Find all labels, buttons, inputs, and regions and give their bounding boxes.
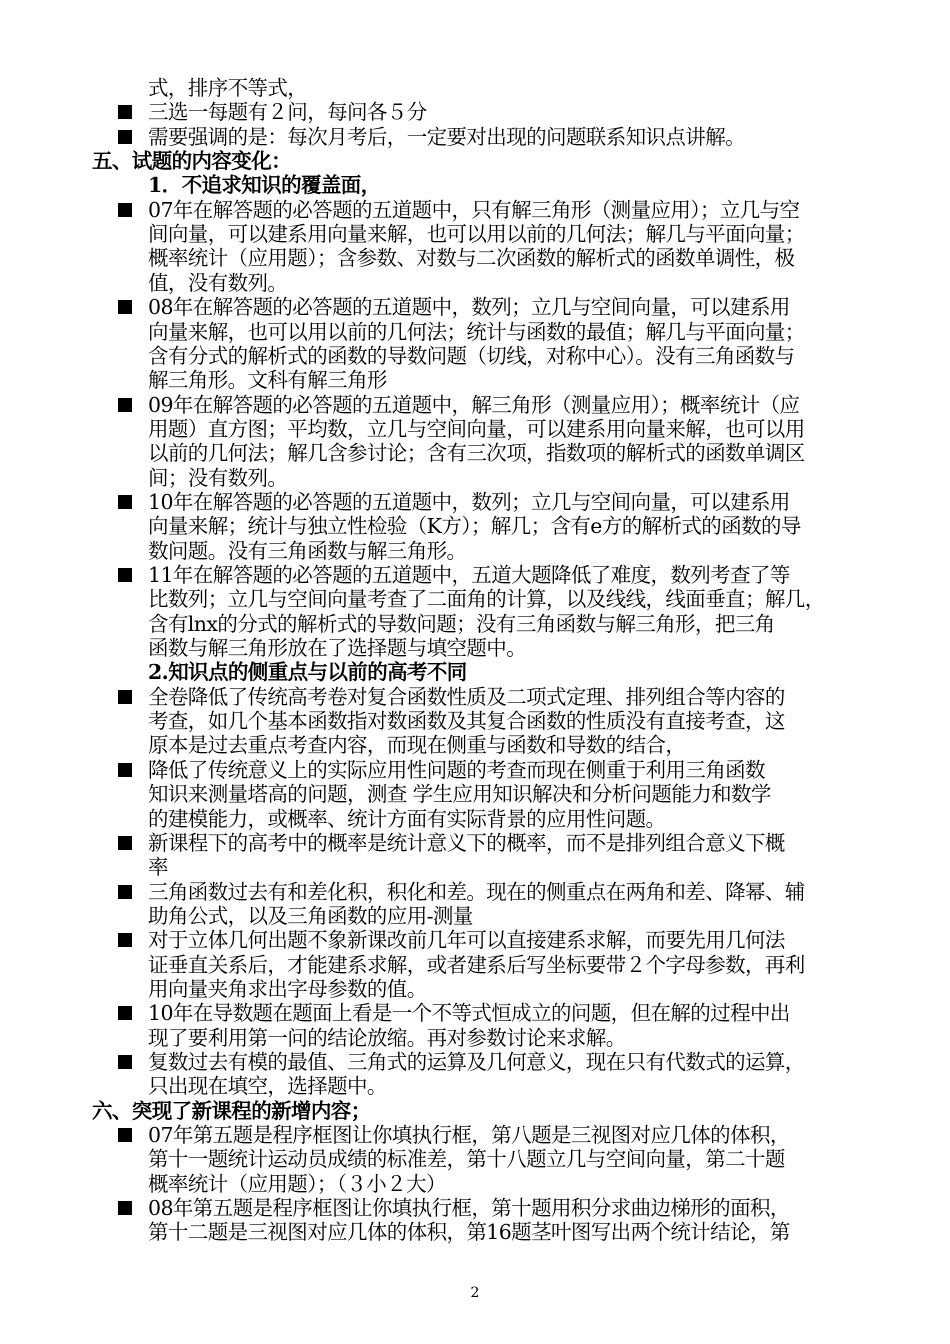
bullet-item-line: 用向量夹角求出字母参数的值。	[148, 976, 427, 1001]
bullet-item-line: 概率统计（应用题）；含参数、对数与二次函数的解析式的函数单调性，极	[148, 246, 795, 271]
bullet-square-icon	[118, 836, 132, 850]
bullet-item-line: 需要强调的是：每次月考后，一定要对出现的问题联系知识点讲解。	[148, 124, 745, 149]
bullet-item-line: 间向量，可以建系用向量来解，也可以用以前的几何法；解几与平面向量；	[148, 222, 805, 247]
bullet-square-icon	[118, 1055, 132, 1069]
bullet-item-line: 三角函数过去有和差化积，积化和差。现在的侧重点在两角和差、降幂、辅	[148, 879, 805, 904]
bullet-item-line: 全卷降低了传统高考卷对复合函数性质及二项式定理、排列组合等内容的	[148, 684, 785, 709]
bullet-item-line: 助角公式，以及三角函数的应用-测量	[148, 903, 473, 928]
section-heading: 五、试题的内容变化：	[92, 149, 291, 174]
bullet-item-line: 值，没有数列。	[148, 270, 288, 295]
bullet-item-line: 以前的几何法；解几含参讨论；含有三次项，指数项的解析式的函数单调区	[148, 441, 805, 466]
bullet-item-line: 率	[148, 855, 168, 880]
bullet-item-line: 向量来解；统计与独立性检验（K方）；解几；含有e方的解析式的函数的导	[148, 514, 801, 539]
bullet-item-line: 的建模能力，或概率、统计方面有实际背景的应用性问题。	[148, 806, 666, 831]
bullet-square-icon	[118, 203, 132, 217]
bullet-square-icon	[118, 1201, 132, 1215]
bullet-item-line: 用题）直方图；平均数，立几与空间向量，可以建系用向量来解，也可以用	[148, 416, 805, 441]
section-heading: 六、突现了新课程的新增内容；	[92, 1098, 371, 1123]
bullet-item-line: 间；没有数列。	[148, 465, 288, 490]
bullet-square-icon	[118, 568, 132, 582]
bullet-item-line: 函数与解三角形放在了选择题与填空题中。	[148, 636, 527, 661]
bullet-item-line: 知识来测量塔高的问题，测查 学生应用知识解决和分析问题能力和数学	[148, 782, 771, 807]
bullet-item-line: 对于立体几何出题不象新课改前几年可以直接建系求解，而要先用几何法	[148, 928, 785, 953]
bullet-item-line: 解三角形。文科有解三角形	[148, 368, 387, 393]
bullet-item-line: 原本是过去重点考查内容，而现在侧重与函数和导数的结合，	[148, 733, 686, 758]
bullet-item-line: 11年在解答题的必答题的五道题中，五道大题降低了难度，数列考查了等	[148, 563, 790, 587]
bullet-square-icon	[118, 300, 132, 314]
bullet-item-line: 概率统计（应用题）；（３小２大）	[148, 1171, 446, 1196]
bullet-item-line: 07年第五题是程序框图让你填执行框，第八题是三视图对应几体的体积，	[148, 1123, 790, 1148]
bullet-item-line: 考查，如几个基本函数指对数函数及其复合函数的性质没有直接考查，这	[148, 709, 785, 734]
bullet-item-line: 只出现在填空，选择题中。	[148, 1074, 387, 1099]
bullet-square-icon	[118, 763, 132, 777]
bullet-item-line: 向量来解，也可以用以前的几何法；统计与函数的最值；解几与平面向量；	[148, 319, 805, 344]
bullet-item-line: 含有分式的解析式的函数的导数问题（切线，对称中心）。没有三角函数与	[148, 343, 795, 368]
bullet-square-icon	[118, 495, 132, 509]
bullet-item-line: 含有lnx的分式的解析式的导数问题；没有三角函数与解三角形，把三角	[148, 611, 775, 636]
bullet-item-line: 08年第五题是程序框图让你填执行框，第十题用积分求曲边梯形的面积，	[148, 1196, 790, 1221]
bullet-square-icon	[118, 1006, 132, 1020]
bullet-square-icon	[118, 933, 132, 947]
bullet-item-line: 08年在解答题的必答题的五道题中，数列；立几与空间向量，可以建系用	[148, 295, 790, 320]
bullet-item-line: 复数过去有模的最值、三角式的运算及几何意义，现在只有代数式的运算，	[148, 1050, 805, 1074]
bullet-item-line: 降低了传统意义上的实际应用性问题的考查而现在侧重于利用三角函数	[148, 757, 765, 782]
sub-heading: 1．不追求知识的覆盖面，	[148, 173, 381, 198]
bullet-item-line: 10年在解答题的必答题的五道题中，数列；立几与空间向量，可以建系用	[148, 489, 790, 514]
bullet-item-line: 09年在解答题的必答题的五道题中，解三角形（测量应用）；概率统计（应	[148, 392, 800, 417]
bullet-square-icon	[118, 885, 132, 899]
bullet-item-line: 10年在导数题在题面上看是一个不等式恒成立的问题，但在解的过程中出	[148, 1001, 790, 1026]
continued-text-line: 式，排序不等式，	[148, 76, 308, 100]
bullet-square-icon	[118, 1128, 132, 1142]
page-number: 2	[470, 1285, 480, 1301]
bullet-item-line: 现了要利用第一问的结论放缩。再对参数讨论来求解。	[148, 1025, 626, 1050]
bullet-item-line: 第十二题是三视图对应几体的体积，第16题茎叶图写出两个统计结论，第	[148, 1220, 790, 1245]
bullet-item-line: 比数列；立几与空间向量考查了二面角的计算，以及线线，线面垂直；解几，	[148, 587, 825, 612]
bullet-square-icon	[118, 690, 132, 704]
bullet-square-icon	[118, 130, 132, 144]
bullet-square-icon	[118, 398, 132, 412]
bullet-item-line: 数问题。没有三角函数与解三角形。	[148, 538, 467, 563]
bullet-square-icon	[118, 105, 132, 119]
bullet-item-line: 三选一每题有２问，每问各５分	[148, 100, 427, 125]
bullet-item-line: 新课程下的高考中的概率是统计意义下的概率，而不是排列组合意义下概	[148, 830, 785, 855]
bullet-item-line: 证垂直关系后，才能建系求解，或者建系后写坐标要带２个字母参数，再利	[148, 952, 805, 977]
sub-heading: 2.知识点的侧重点与以前的高考不同	[148, 660, 467, 685]
bullet-item-line: 07年在解答题的必答题的五道题中，只有解三角形（测量应用）；立几与空	[148, 197, 800, 222]
bullet-item-line: 第十一题统计运动员成绩的标准差，第十八题立几与空间向量，第二十题	[148, 1147, 785, 1172]
